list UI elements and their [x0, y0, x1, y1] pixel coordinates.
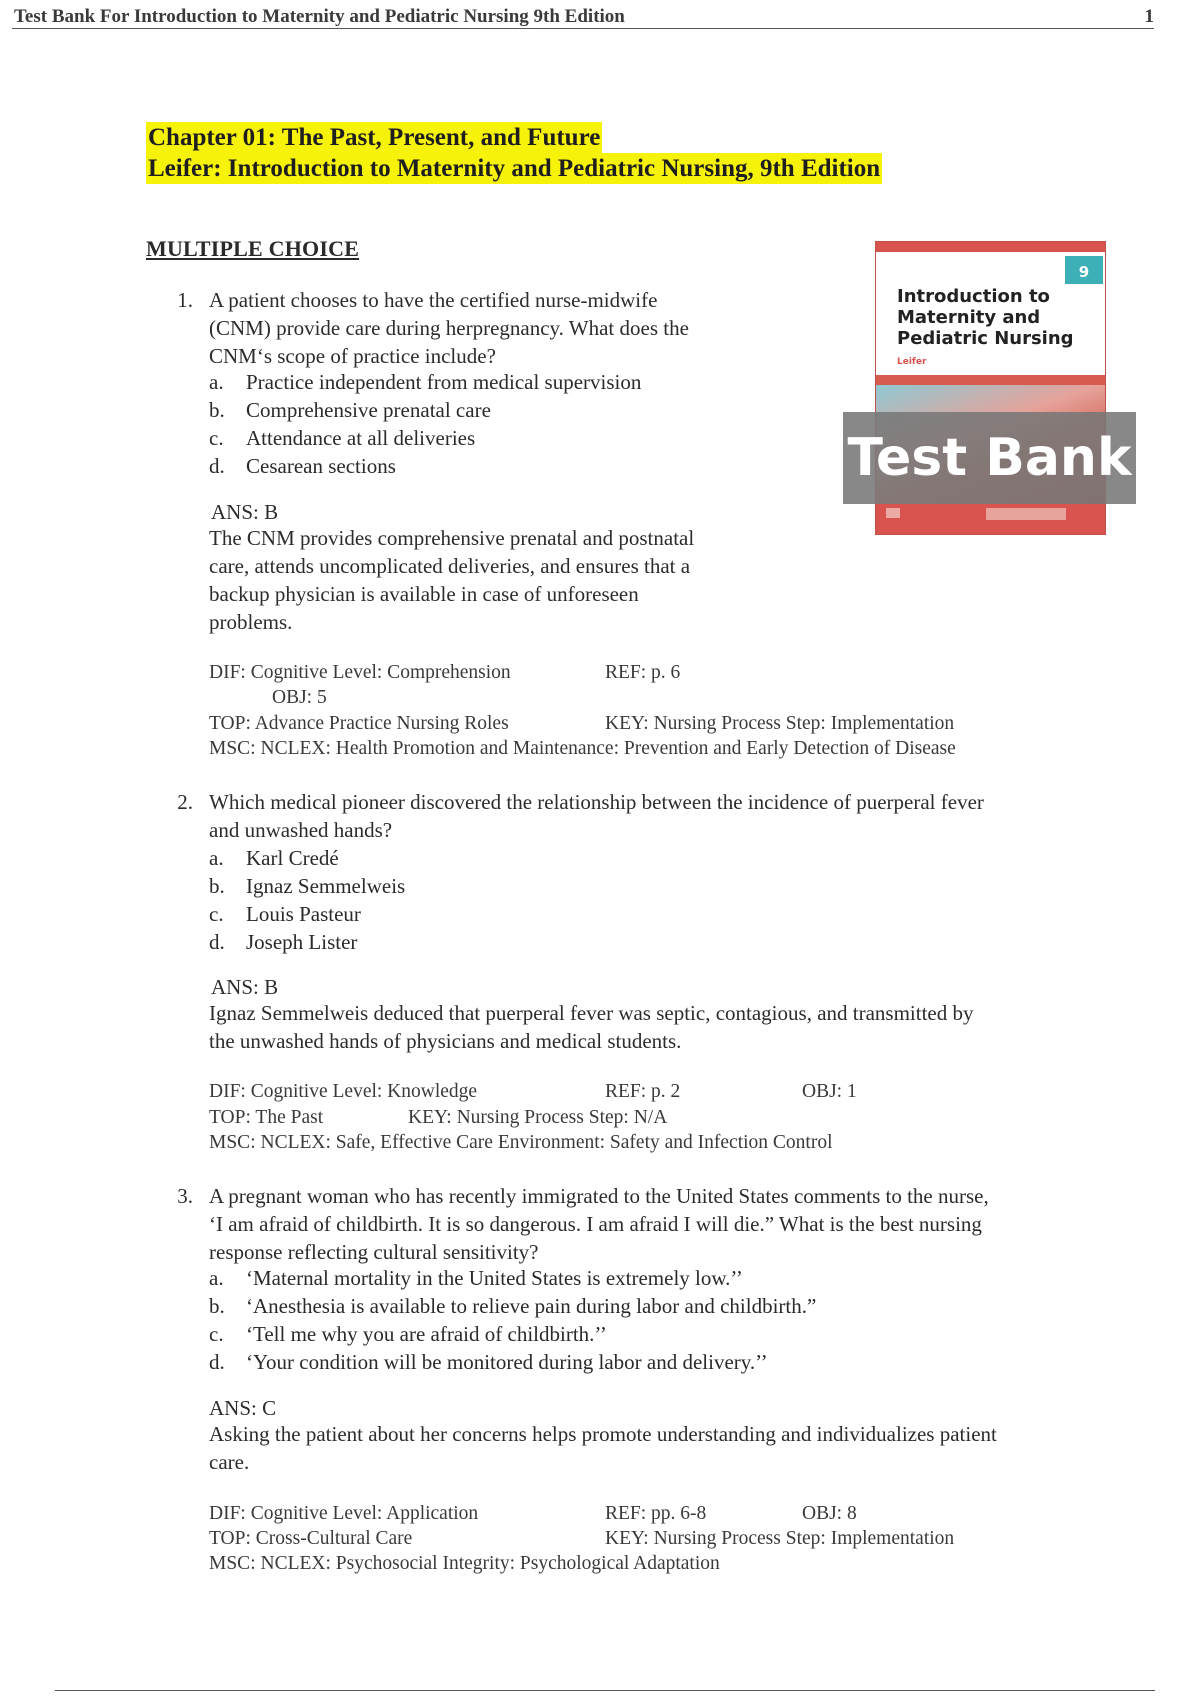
meta-msc: MSC: NCLEX: Psychosocial Integrity: Psychological Adaptation — [209, 1553, 720, 1574]
option-letter: b. — [209, 398, 225, 422]
rationale-line: problems. — [209, 610, 293, 634]
meta-key: KEY: Nursing Process Step: N/A — [408, 1107, 668, 1128]
option-letter: c. — [209, 426, 224, 450]
cover-band — [876, 375, 1105, 385]
test-bank-watermark: Test Bank — [843, 412, 1136, 504]
rationale-line: care, attends uncomplicated deliveries, and ensures that a — [209, 554, 691, 578]
option-text: ‘Your condition will be monitored during labor and delivery.’’ — [246, 1350, 768, 1374]
rationale — [209, 1420, 1149, 1476]
meta-obj: OBJ: 1 — [802, 1081, 857, 1102]
stem-line: response reflecting cultural sensitivity? — [209, 1240, 539, 1264]
meta-dif: DIF: Cognitive Level: Comprehension — [209, 662, 511, 683]
cover-top-band — [876, 242, 1105, 252]
chapter-title-block — [146, 122, 882, 184]
rationale-line: The CNM provides comprehensive prenatal and postnatal — [209, 526, 695, 550]
option-text: ‘Anesthesia is available to relieve pain during labor and childbirth.” — [246, 1294, 817, 1318]
answer: ANS: B — [211, 975, 279, 999]
rationale-line: Ignaz Semmelweis deduced that puerperal fever was septic, contagious, and transmitted by — [209, 1001, 974, 1025]
book-title: Leifer: Introduction to Maternity and Pediatric Nursing, 9th Edition — [148, 155, 881, 182]
question-number: 1. — [177, 288, 193, 312]
option-letter: b. — [209, 874, 225, 898]
option-letter: d. — [209, 930, 225, 954]
cover-author: Leifer — [897, 357, 927, 367]
page-header — [12, 4, 1154, 29]
stem-line: and unwashed hands? — [209, 818, 393, 842]
meta-top: TOP: Advance Practice Nursing Roles — [209, 713, 509, 734]
option-letter: a. — [209, 370, 224, 394]
meta-ref: REF: p. 2 — [605, 1081, 681, 1102]
option-text: Attendance at all deliveries — [246, 426, 476, 450]
meta-key: KEY: Nursing Process Step: Implementation — [605, 1528, 955, 1549]
stem-line: ‘I am afraid of childbirth. It is so dangerous. I am afraid I will die.” What is the best nursing — [209, 1212, 982, 1236]
meta-ref: REF: p. 6 — [605, 662, 681, 683]
option-text: ‘Maternal mortality in the United States is extremely low.’’ — [246, 1266, 743, 1290]
option-text: Joseph Lister — [246, 930, 358, 954]
rationale-line: care. — [209, 1450, 250, 1474]
page-number: 1 — [1144, 6, 1154, 27]
cover-title: Introduction to Maternity and Pediatric Nursing — [897, 286, 1074, 349]
stem-line: A pregnant woman who has recently immigrated to the United States comments to the nurse, — [209, 1184, 989, 1208]
answer: ANS: C — [209, 1396, 277, 1420]
option-text: Cesarean sections — [246, 454, 396, 478]
rationale — [209, 999, 1129, 1055]
option-letter: a. — [209, 846, 224, 870]
option-text: Comprehensive prenatal care — [246, 398, 491, 422]
option-letter: c. — [209, 902, 224, 926]
rationale-line: Asking the patient about her concerns helps promote understanding and individualizes patient — [209, 1422, 997, 1446]
answer: ANS: B — [211, 500, 279, 524]
cover-edition-badge: 9 — [1065, 256, 1103, 284]
stem-line: Which medical pioneer discovered the relationship between the incidence of puerperal fever — [209, 790, 984, 814]
header-title: Test Bank For Introduction to Maternity and Pediatric Nursing 9th Edition — [14, 6, 625, 27]
option-text: Ignaz Semmelweis — [246, 874, 406, 898]
rationale-line: backup physician is available in case of unforeseen — [209, 582, 639, 606]
section-heading: MULTIPLE CHOICE — [146, 236, 360, 261]
rationale-line: the unwashed hands of physicians and medical students. — [209, 1029, 682, 1053]
rationale — [209, 524, 809, 636]
option-letter: c. — [209, 1322, 224, 1346]
question-stem — [209, 1182, 1149, 1266]
question-number: 3. — [177, 1184, 193, 1208]
question-stem — [209, 788, 1109, 844]
meta-top: TOP: Cross-Cultural Care — [209, 1528, 413, 1549]
meta-dif: DIF: Cognitive Level: Knowledge — [209, 1081, 478, 1102]
meta-dif: DIF: Cognitive Level: Application — [209, 1503, 479, 1524]
meta-obj: OBJ: 5 — [272, 687, 327, 708]
option-letter: d. — [209, 454, 225, 478]
meta-key: KEY: Nursing Process Step: Implementation — [605, 713, 955, 734]
publisher-logo — [986, 508, 1066, 520]
option-letter: d. — [209, 1350, 225, 1374]
stem-line: (CNM) provide care during herpregnancy. What does the — [209, 316, 689, 340]
meta-msc: MSC: NCLEX: Health Promotion and Maintenance: Prevention and Early Detection of Disease — [209, 738, 956, 759]
meta-ref: REF: pp. 6-8 — [605, 1503, 707, 1524]
footer-divider — [55, 1690, 1155, 1691]
option-letter: a. — [209, 1266, 224, 1290]
stem-line: CNM‘s scope of practice include? — [209, 344, 496, 368]
option-text: Karl Credé — [246, 846, 339, 870]
chapter-title: Chapter 01: The Past, Present, and Future — [148, 124, 601, 151]
meta-obj: OBJ: 8 — [802, 1503, 857, 1524]
option-text: Practice independent from medical supervision — [246, 370, 642, 394]
question-stem — [209, 286, 809, 370]
option-text: ‘Tell me why you are afraid of childbirth.’’ — [246, 1322, 607, 1346]
question-number: 2. — [177, 790, 193, 814]
publisher-mark-icon — [886, 508, 900, 518]
option-letter: b. — [209, 1294, 225, 1318]
option-text: Louis Pasteur — [246, 902, 361, 926]
meta-top: TOP: The Past — [209, 1107, 324, 1128]
stem-line: A patient chooses to have the certified nurse-midwife — [209, 288, 658, 312]
meta-msc: MSC: NCLEX: Safe, Effective Care Environment: Safety and Infection Control — [209, 1132, 833, 1153]
